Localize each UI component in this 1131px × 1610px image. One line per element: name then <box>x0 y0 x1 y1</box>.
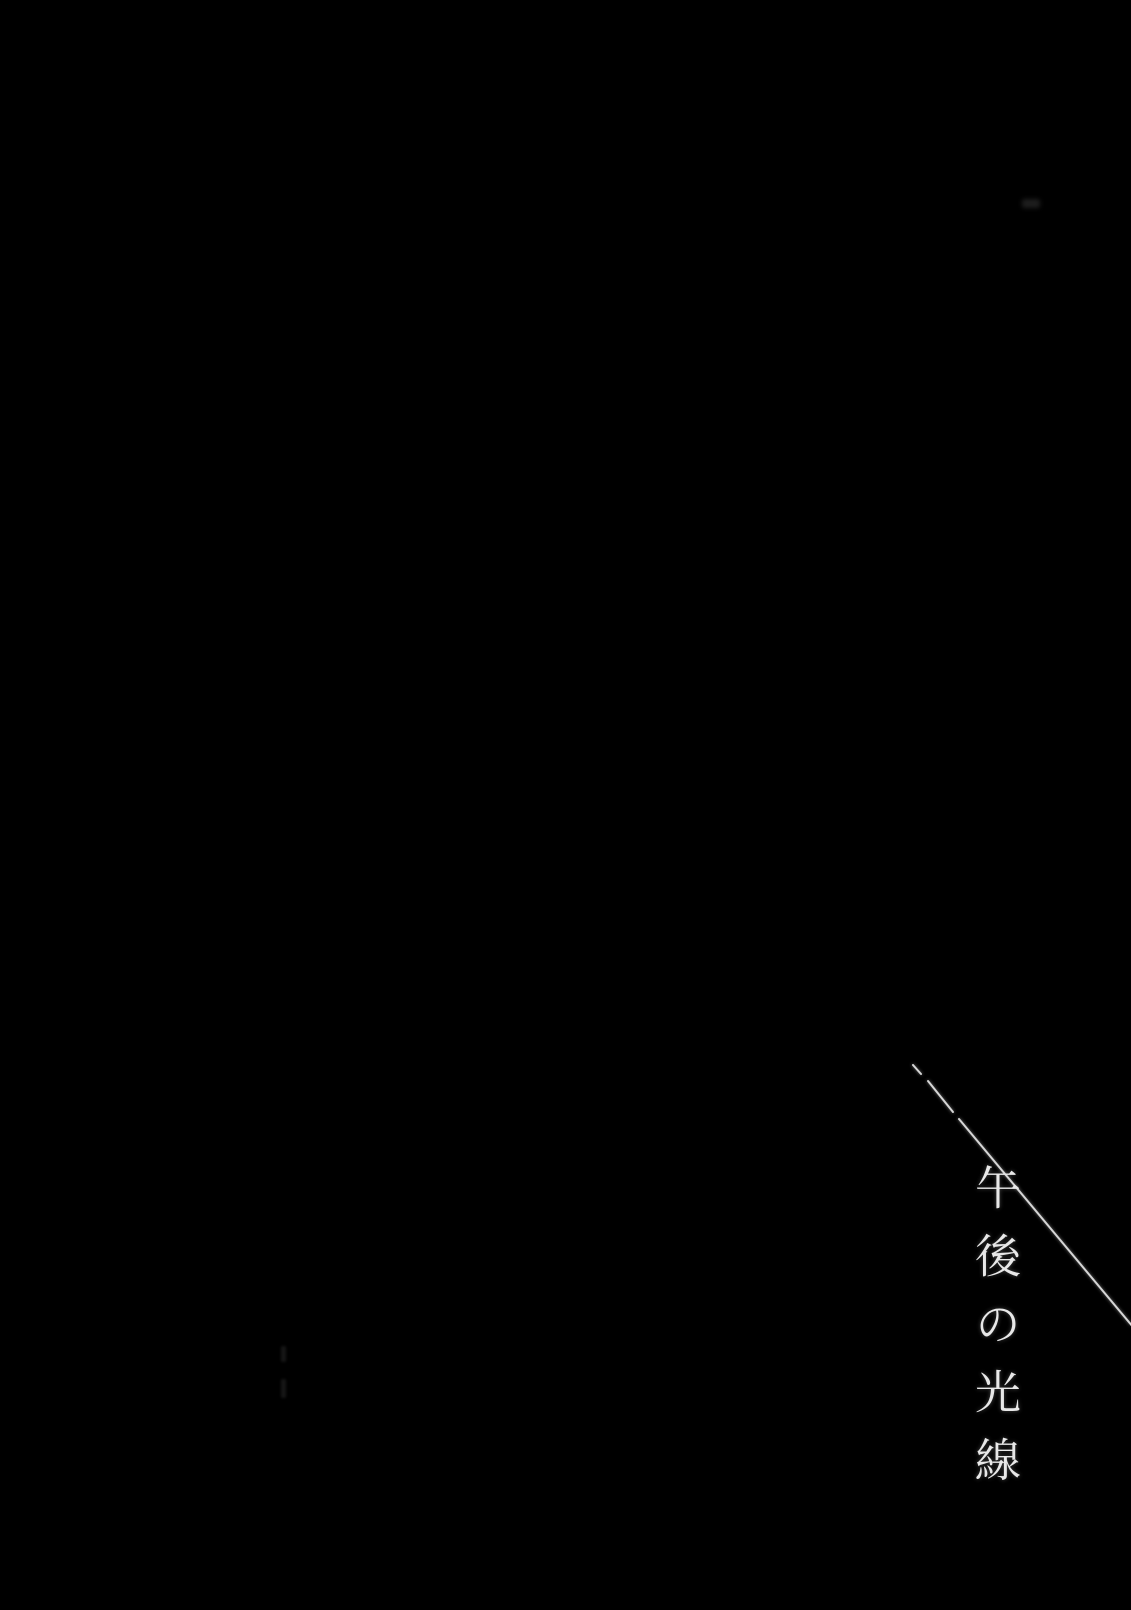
light-ray-dash-2 <box>928 1081 953 1112</box>
scan-artifact <box>1022 199 1040 208</box>
scan-artifact <box>281 1379 286 1398</box>
page-title: 午後の光線 <box>969 1164 1020 1504</box>
light-ray-dash-1 <box>913 1065 921 1074</box>
scan-artifact <box>281 1346 286 1362</box>
